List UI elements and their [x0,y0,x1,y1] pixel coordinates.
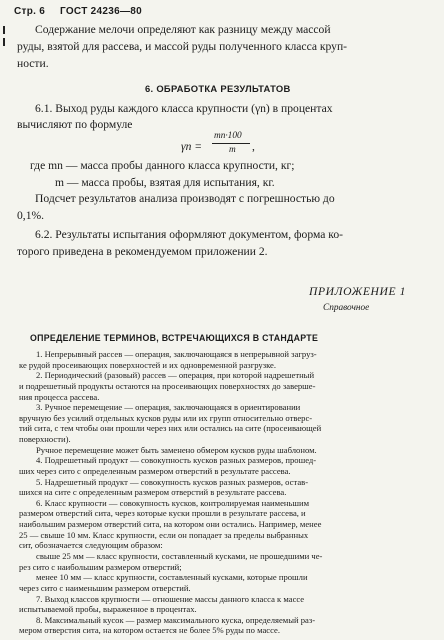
formula-lhs: γn = [181,140,203,153]
term-line: и подрешетный продукты остаются на просеивающих поверхностях до заверше- [19,380,316,391]
text-line: вычисляют по формуле [17,118,133,131]
term-line: свыше 25 мм — класс крупности, составленный кусками, не прошедшими че- [36,551,323,561]
term-line: 4. Подрешетный продукт — совокупность кусков разных размеров, прошед- [36,455,317,466]
term-line: ших через сито с определенным размером отверстий в результате рассева. [19,465,291,476]
margin-mark [3,38,5,46]
term-line: сит, обозначается следующим образом: [19,540,163,551]
text-line: торого приведена в рекомендуемом приложении 2. [17,245,268,258]
term-line: 1. Непрерывный рассев — операция, заключающаяся в непрерывной загруз- [36,349,317,359]
section-title: 6. ОБРАБОТКА РЕЗУЛЬТАТОВ [145,83,291,94]
text-line: руды, взятой для рассева, и массой руды полученного класса круп- [17,40,348,53]
term-line: рез сито с наибольшим размером отверстий; [19,561,182,572]
term-line: шихся на сите с определенным размером отверстий в результате рассева. [19,487,287,498]
term-line: мером отверстия сита, на котором остается не более 5% руды по массе. [19,625,280,636]
term-line: 8. Максимальный кусок — размер максимального куска, определяемый раз- [36,614,316,625]
term-line: 25 — свыше 10 мм. Класс крупности, если он попадает за пределы выбранных [19,529,309,540]
term-line: 6. Класс крупности — совокупность кусков, контролируемая наименьшим [36,497,310,508]
formula-denominator: m [229,145,236,155]
text-line: где mn — масса пробы данного класса крупности, кг; [30,159,295,172]
margin-mark [3,26,5,34]
text-line: m — масса пробы, взятая для испытания, кг. [55,176,275,189]
text-line: Содержание мелочи определяют как разницу между массой [35,23,331,36]
term-line: 7. Выход классов крупности — отношение массы данного класса к массе [36,593,305,604]
fraction-bar [212,143,250,144]
appendix-subtitle: Справочное [323,303,370,313]
term-line: ния процесса рассева. [19,391,100,402]
text-line: Подсчет результатов анализа производят с погрешностью до [35,192,335,205]
term-line: размером отверстий сита, через которые куски прошли в результате рассева, и [19,508,306,519]
formula-numerator: mn·100 [214,131,242,141]
term-line: ке рудой просеивающих поверхностей и их одновременной разгрузке. [19,359,277,370]
term-line: 3. Ручное перемещение — операция, заключающаяся в ориентировании [36,402,301,413]
term-line: 5. Надрешетный продукт — совокупность кусков разных размеров, остав- [36,476,309,487]
term-line: Ручное перемещение может быть заменено обмером кусков руды шаблоном. [36,444,317,455]
text-line: ности. [17,57,49,70]
term-line: через сито с наименьшим размером отверстий. [19,582,191,593]
page-label: Стр. 6 [14,6,46,17]
term-line: испытываемой пробы, выраженное в процентах. [19,604,197,615]
terms-title: ОПРЕДЕЛЕНИЕ ТЕРМИНОВ, ВСТРЕЧАЮЩИХСЯ В СТАНДАРТЕ [30,333,319,343]
text-line: 6.2. Результаты испытания оформляют документом, форма ко- [35,228,343,241]
term-line: тий сита, с тем чтобы они прошли через них или остались на сите (просеивающей [19,423,322,434]
term-line: менее 10 мм — класс крупности, составленный кусками, которые прошли [36,572,308,583]
term-line: поверхности). [19,434,71,444]
term-line: наибольшим размером отверстий сита, на котором они остались. Например, менее [19,519,322,530]
standard-number: ГОСТ 24236—80 [60,6,143,17]
text-line: 6.1. Выход руды каждого класса крупности (γn) в процентах [35,102,333,115]
term-line: 2. Периодический (разовый) рассев — операция, при которой надрешетный [36,370,315,381]
term-line: вручную без усилий отдельных кусков руды или их групп относительно отверс- [19,412,313,423]
appendix-title: ПРИЛОЖЕНИЕ 1 [309,285,407,298]
text-line: 0,1%. [17,209,45,222]
formula-end: , [252,140,255,153]
